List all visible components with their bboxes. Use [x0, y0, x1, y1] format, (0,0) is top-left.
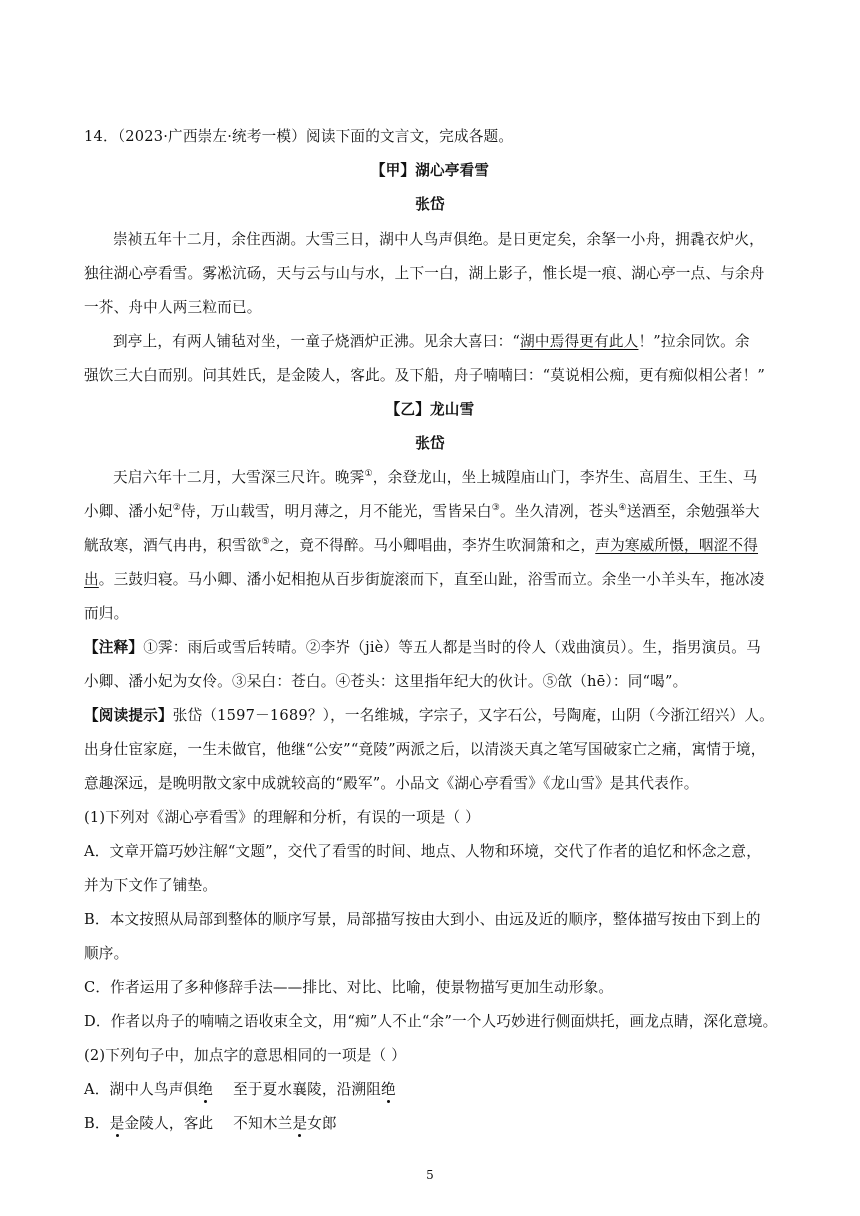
text-segment: 女郎 [307, 1115, 337, 1132]
footnote-mark: ④ [618, 503, 627, 514]
page-number: 5 [426, 1168, 434, 1182]
tips-line [84, 704, 774, 725]
underlined-sentence: 湖中焉得更有此人 [520, 333, 639, 350]
text-segment: ，余登龙山，坐上城隍庙山门，李岕生、高眉生、王生、马 [372, 469, 758, 486]
q1-option-b: B．本文按照从局部到整体的顺序写景，局部描写按由大到小、由远及近的顺序，整体描写按由下到上的 [84, 911, 761, 928]
passage-b-line [113, 466, 757, 487]
text-segment: 张岱（1597－1689？），一名维城，字宗子，又字石公，号陶庵，山阴（今浙江绍兴）人。 [172, 707, 774, 724]
question-header: 14．（2023·广西崇左·统考一模）阅读下面的文言文，完成各题。 [84, 128, 514, 145]
passage-a-author: 张岱 [415, 196, 445, 213]
q1-option-a: 并为下文作了铺垫。 [84, 877, 218, 894]
text-segment: 送酒至，余勉强举大 [626, 503, 760, 520]
notes-line [84, 636, 761, 657]
footnote-mark: ③ [491, 503, 500, 514]
footnote-mark: ⑤ [261, 537, 270, 548]
passage-b-title: 【乙】龙山雪 [385, 401, 475, 418]
passage-a-title: 【甲】湖心亭看雪 [370, 162, 490, 179]
q2-option-a [84, 1078, 396, 1099]
text-segment: 。坐久清冽，苍头 [500, 503, 619, 520]
passage-b-author: 张岱 [415, 435, 445, 452]
text-segment: B． [84, 1115, 110, 1132]
q1-stem: (1)下列对《湖心亭看雪》的理解和分析，有误的一项是（ ） [84, 809, 480, 826]
notes-label: 【注释】 [84, 639, 144, 656]
passage-a-line: 一芥、舟中人两三粒而已。 [84, 299, 262, 316]
passage-a-line: 独往湖心亭看雪。雾凇沆砀，天与云与山与水，上下一白，湖上影子，惟长堤一痕、湖心亭一点、与余舟 [84, 265, 765, 282]
tips-line: 意趣深远，是晚明散文家中成就较高的“殿军”。小品文《湖心亭看雪》《龙山雪》是其代表作。 [84, 775, 699, 792]
q1-option-a: A．文章开篇巧妙注解“文题”，交代了看雪的时间、地点、人物和环境，交代了作者的追忆和怀念之意， [84, 843, 761, 860]
q2-stem: (2)下列句子中，加点字的意思相同的一项是（ ） [84, 1047, 406, 1064]
passage-a-line: 崇祯五年十二月，余住西湖。大雪三日，湖中人鸟声俱绝。是日更定矣，余拏一小舟，拥毳衣炉火， [113, 231, 764, 248]
text-segment: 天启六年十二月，大雪深三尺许。晚霁 [113, 469, 365, 486]
text-segment: 不知木兰 [233, 1115, 293, 1132]
text-segment: ！”拉余同饮。余 [638, 333, 750, 350]
tips-line: 出身仕宦家庭，一生未做官，他继“公安”“竟陵”两派之后，以清淡天真之笔写国破家亡之痛，寓情于境， [84, 741, 766, 758]
passage-b-line [84, 568, 765, 589]
text-segment: 。三鼓归寝。马小卿、潘小妃相抱从百步街旋滚而下，直至山趾，浴雪而立。余坐一小羊头车，拖冰凌 [98, 571, 765, 588]
text-segment: 金陵人，客此 [124, 1115, 214, 1132]
q2-option-b [84, 1112, 337, 1133]
underlined-sentence: 出 [84, 571, 99, 588]
underlined-sentence: 声为寒威所慑，咽涩不得 [595, 537, 759, 554]
dotted-char: 绝 [198, 1081, 214, 1098]
text-segment: A．湖中人鸟声俱 [84, 1081, 199, 1098]
dotted-char: 绝 [381, 1081, 396, 1098]
passage-a-line [113, 330, 750, 351]
notes-line: 小卿、潘小妃为女伶。③呆白：苍白。④苍头：这里指年纪大的伙计。⑤欱（hē）：同“喝”。 [84, 673, 688, 690]
dotted-char: 是 [109, 1115, 125, 1132]
q1-option-d: D．作者以舟子的喃喃之语收束全文，用“痴”人不止“余”一个人巧妙进行侧面烘托，画龙点睛，深化意境。 [84, 1013, 778, 1030]
dotted-char: 是 [292, 1115, 308, 1132]
tips-label: 【阅读提示】 [84, 707, 173, 724]
text-segment: 觥敌寒，酒气冉冉，积雪欲 [84, 537, 262, 554]
text-segment: 到亭上，有两人铺毡对坐，一童子烧酒炉正沸。见余大喜曰：“ [113, 333, 521, 350]
passage-b-line [84, 534, 758, 555]
text-segment: 之，竟不得醉。马小卿唱曲，李岕生吹洞箫和之， [269, 537, 596, 554]
text-segment: 小卿、潘小妃 [84, 503, 173, 520]
text-segment: 侍，万山载雪，明月薄之，月不能光，雪皆呆白 [181, 503, 492, 520]
q1-option-b: 顺序。 [84, 945, 129, 962]
passage-a-line: 强饮三大白而别。问其姓氏，是金陵人，客此。及下船，舟子喃喃曰：“莫说相公痴，更有痴似相公者！” [84, 367, 766, 384]
footnote-mark: ① [364, 469, 373, 480]
footnote-mark: ② [172, 503, 182, 514]
passage-b-line [84, 500, 760, 521]
text-segment: ①霁：雨后或雪后转晴。②李岕（jiè）等五人都是当时的伶人（戏曲演员）。生，指男演员。马 [143, 639, 761, 656]
text-segment: 至于夏水襄陵，沿溯阻 [233, 1081, 382, 1098]
q1-option-c: C．作者运用了多种修辞手法——排比、对比、比喻，使景物描写更加生动形象。 [84, 979, 614, 996]
passage-b-line: 而归。 [84, 605, 129, 622]
